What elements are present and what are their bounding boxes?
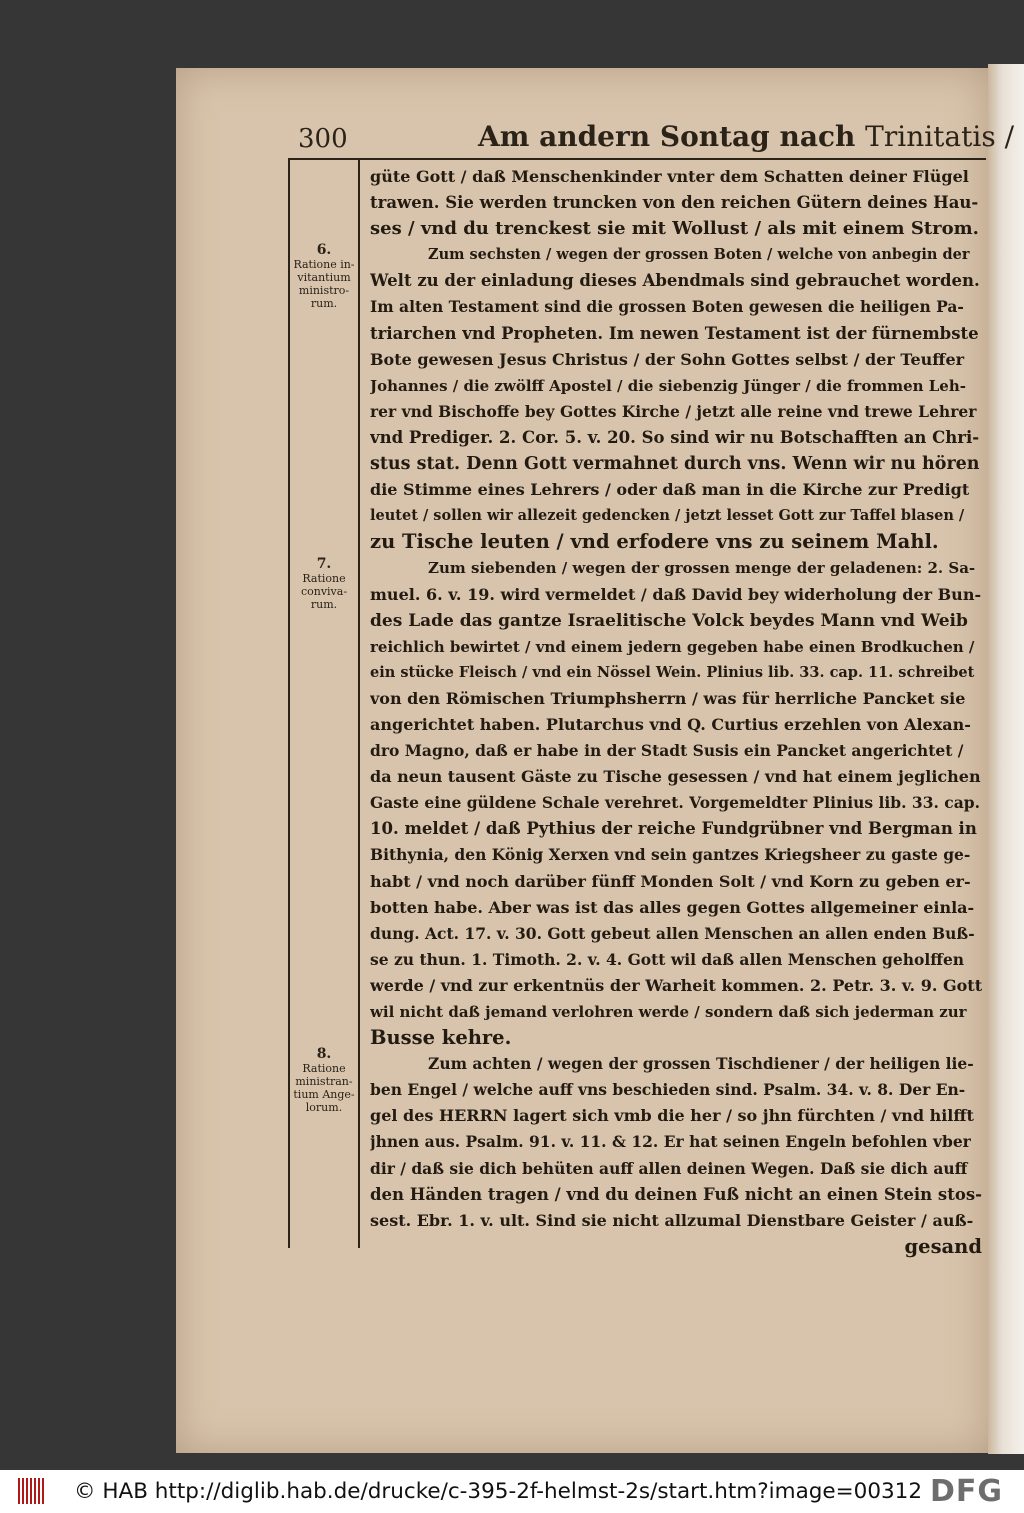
text-line: da neun tausent Gäste zu Tische gesessen / vnd hat einem jeglichen	[370, 767, 981, 787]
text-line: Johannes / die zwölff Apostel / die siebenzig Jünger / die frommen Leh-	[370, 376, 966, 395]
text-line: botten habe. Aber was ist das alles gegen Gottes allgemeiner einla-	[370, 897, 975, 917]
marginal-number: 7.	[316, 556, 332, 572]
text-line: ben Engel / welche auff vns beschieden sind. Psalm. 34. v. 8. Der En-	[370, 1080, 966, 1100]
text-line: triarchen vnd Propheten. Im newen Testament ist der fürnembste	[370, 323, 979, 343]
text-line: dir / daß sie dich behüten auff allen deinen Wegen. Daß sie dich auff	[370, 1158, 968, 1178]
barcode-icon	[18, 1478, 44, 1504]
marginal-note-7	[291, 556, 357, 611]
text-line: rer vnd Bischoffe bey Gottes Kirche / jetzt alle reine vnd trewe Lehrer	[370, 401, 977, 421]
text-line: reichlich bewirtet / vnd einem jedern gegeben habe einen Brodkuchen /	[370, 637, 975, 656]
marginal-text: Ratione in-vitantium ministro-rum.	[293, 258, 355, 310]
text-line: zu Tische leuten / vnd erfodere vns zu seinem Mahl.	[370, 530, 939, 554]
text-line: Bote gewesen Jesus Christus / der Sohn Gottes selbst / der Teuffer	[370, 349, 965, 369]
text-line: Gaste eine güldene Schale verehret. Vorgemeldter Plinius lib. 33. cap.	[370, 793, 981, 813]
text-line: stus stat. Denn Gott vermahnet durch vns. Wenn wir nu hören	[370, 454, 980, 475]
marginal-number: 6.	[316, 242, 332, 258]
dfg-logo: DFG	[930, 1474, 1004, 1509]
text-line: se zu thun. 1. Timoth. 2. v. 4. Gott wil daß allen Menschen geholffen	[370, 949, 965, 969]
text-line: muel. 6. v. 19. wird vermeldet / daß David bey widerholung der Bun-	[370, 584, 982, 604]
running-head-text: Am andern Sontag nach	[478, 120, 856, 153]
catchword: gesand	[904, 1234, 982, 1258]
text-line: den Händen tragen / vnd du deinen Fuß nicht an einen Stein stos-	[370, 1184, 982, 1204]
text-line: Busse kehre.	[370, 1026, 512, 1050]
text-line: jhnen aus. Psalm. 91. v. 11. & 12. Er hat seinen Engeln befohlen vber	[370, 1132, 971, 1152]
text-line: leutet / sollen wir allezeit gedencken / jetzt lesset Gott zur Taffel blasen /	[370, 507, 965, 525]
main-text	[370, 164, 982, 1260]
text-line: Zum achten / wegen der grossen Tischdiener / der heiligen lie-	[428, 1054, 974, 1074]
text-line: gel des HERRN lagert sich vmb die her / so jhn fürchten / vnd hilfft	[370, 1106, 974, 1126]
marginal-note-6	[291, 242, 357, 310]
text-line: Bithynia, den König Xerxen vnd sein gantzes Kriegsheer zu gaste ge-	[370, 845, 971, 865]
marginal-number: 8.	[316, 1046, 332, 1062]
marginal-note-8	[291, 1046, 357, 1114]
text-line: angerichtet haben. Plutarchus vnd Q. Curtius erzehlen von Alexan-	[370, 714, 971, 734]
running-head-latin: Trinitatis /	[865, 120, 1015, 153]
text-line: dung. Act. 17. v. 30. Gott gebeut allen Menschen an allen enden Buß-	[370, 923, 975, 943]
text-line: habt / vnd noch darüber fünff Monden Solt / vnd Korn zu geben er-	[370, 871, 971, 891]
text-line: ein stücke Fleisch / vnd ein Nössel Wein. Plinius lib. 33. cap. 11. schreibet	[370, 663, 975, 681]
page-number: 300	[298, 124, 348, 154]
text-line: werde / vnd zur erkentnüs der Warheit kommen. 2. Petr. 3. v. 9. Gott	[370, 975, 982, 995]
text-line: Im alten Testament sind die grossen Boten gewesen die heiligen Pa-	[370, 297, 964, 317]
text-line: Welt zu der einladung dieses Abendmals sind gebrauchet worden.	[370, 271, 980, 291]
outer-margin-rule	[288, 160, 290, 1248]
text-line: 10. meldet / daß Pythius der reiche Fundgrübner vnd Bergman in	[370, 819, 977, 839]
text-line: trawen. Sie werden truncken von den reichen Gütern deines Hau-	[370, 193, 979, 213]
text-line: sest. Ebr. 1. v. ult. Sind sie nicht allzumal Dienstbare Geister / auß-	[370, 1210, 974, 1230]
running-head	[478, 120, 1014, 153]
source-url[interactable]: © HAB http://diglib.hab.de/drucke/c-395-2f-helmst-2s/start.htm?image=00312	[74, 1479, 923, 1504]
text-line: güte Gott / daß Menschenkinder vnter dem Schatten deiner Flügel	[370, 167, 969, 186]
text-line: dro Magno, daß er habe in der Stadt Susis ein Pancket angerichtet /	[370, 741, 964, 761]
text-line: vnd Prediger. 2. Cor. 5. v. 20. So sind wir nu Botschafften an Chri-	[370, 427, 980, 447]
text-line: Zum siebenden / wegen der grossen menge der geladenen: 2. Sa-	[428, 559, 976, 578]
marginal-text: Ratione ministran-tium Ange-lorum.	[293, 1062, 355, 1114]
text-line: die Stimme eines Lehrers / oder daß man in die Kirche zur Predigt	[370, 480, 970, 500]
header-rule	[288, 158, 986, 160]
text-line: von den Römischen Triumphsherrn / was für herrliche Pancket sie	[370, 688, 966, 708]
text-line: Zum sechsten / wegen der grossen Boten / welche von anbegin der	[428, 246, 970, 264]
text-line: wil nicht daß jemand verlohren werde / sondern daß sich jederman zur	[370, 1003, 967, 1021]
text-line: ses / vnd du trenckest sie mit Wollust / als mit einem Strom.	[370, 218, 979, 240]
marginal-text: Ratione conviva-rum.	[300, 572, 348, 611]
text-line: des Lade das gantze Israelitische Volck beydes Mann vnd Weib	[370, 610, 968, 631]
page-edge	[988, 64, 1024, 1454]
inner-margin-rule	[358, 160, 360, 1248]
